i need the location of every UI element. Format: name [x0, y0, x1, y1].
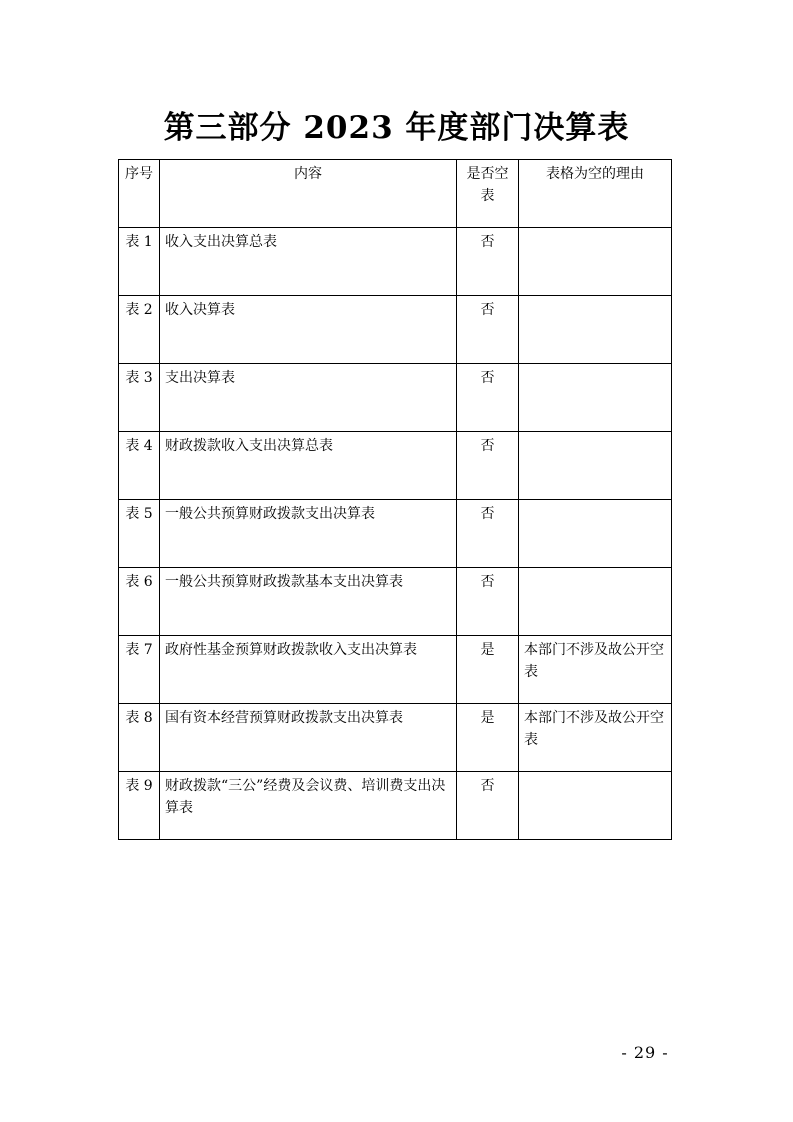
- row-is-empty: 否: [457, 500, 519, 568]
- row-is-empty: 否: [457, 228, 519, 296]
- table-row: [119, 704, 672, 772]
- row-content: 收入决算表: [160, 296, 457, 364]
- header-no: 序号: [119, 160, 160, 228]
- row-reason: [519, 432, 672, 500]
- row-no: 表 7: [119, 636, 160, 704]
- row-is-empty: 否: [457, 364, 519, 432]
- row-no: 表 5: [119, 500, 160, 568]
- row-is-empty: 否: [457, 568, 519, 636]
- row-no: 表 2: [119, 296, 160, 364]
- row-content: 支出决算表: [160, 364, 457, 432]
- row-content: 收入支出决算总表: [160, 228, 457, 296]
- row-is-empty: 否: [457, 296, 519, 364]
- row-no: 表 3: [119, 364, 160, 432]
- row-no: 表 1: [119, 228, 160, 296]
- table-row: [119, 636, 672, 704]
- table-row: [119, 296, 672, 364]
- table-row: [119, 568, 672, 636]
- page-title: 第三部分 2023 年度部门决算表: [163, 110, 630, 146]
- table-row: [119, 364, 672, 432]
- row-no: 表 8: [119, 704, 160, 772]
- table-row: [119, 228, 672, 296]
- row-reason: 本部门不涉及故公开空表: [519, 636, 672, 704]
- table-header-row: [119, 160, 672, 228]
- row-is-empty: 否: [457, 432, 519, 500]
- row-is-empty: 是: [457, 704, 519, 772]
- row-is-empty: 是: [457, 636, 519, 704]
- row-no: 表 9: [119, 772, 160, 840]
- row-reason: 本部门不涉及故公开空表: [519, 704, 672, 772]
- row-content: 财政拨款收入支出决算总表: [160, 432, 457, 500]
- row-is-empty: 否: [457, 772, 519, 840]
- final-accounts-table: [118, 159, 672, 840]
- header-content: 内容: [160, 160, 457, 228]
- row-content: 国有资本经营预算财政拨款支出决算表: [160, 704, 457, 772]
- row-content: 一般公共预算财政拨款支出决算表: [160, 500, 457, 568]
- row-reason: [519, 364, 672, 432]
- table-row: [119, 500, 672, 568]
- row-reason: [519, 296, 672, 364]
- row-no: 表 6: [119, 568, 160, 636]
- table-row: [119, 432, 672, 500]
- row-no: 表 4: [119, 432, 160, 500]
- row-reason: [519, 228, 672, 296]
- header-is-empty: 是否空表: [457, 160, 519, 228]
- row-content: 一般公共预算财政拨款基本支出决算表: [160, 568, 457, 636]
- page-number: - 29 -: [621, 1043, 669, 1062]
- row-reason: [519, 772, 672, 840]
- row-content: 财政拨款“三公”经费及会议费、培训费支出决算表: [160, 772, 457, 840]
- table-row: [119, 772, 672, 840]
- row-content: 政府性基金预算财政拨款收入支出决算表: [160, 636, 457, 704]
- row-reason: [519, 568, 672, 636]
- row-reason: [519, 500, 672, 568]
- header-reason: 表格为空的理由: [519, 160, 672, 228]
